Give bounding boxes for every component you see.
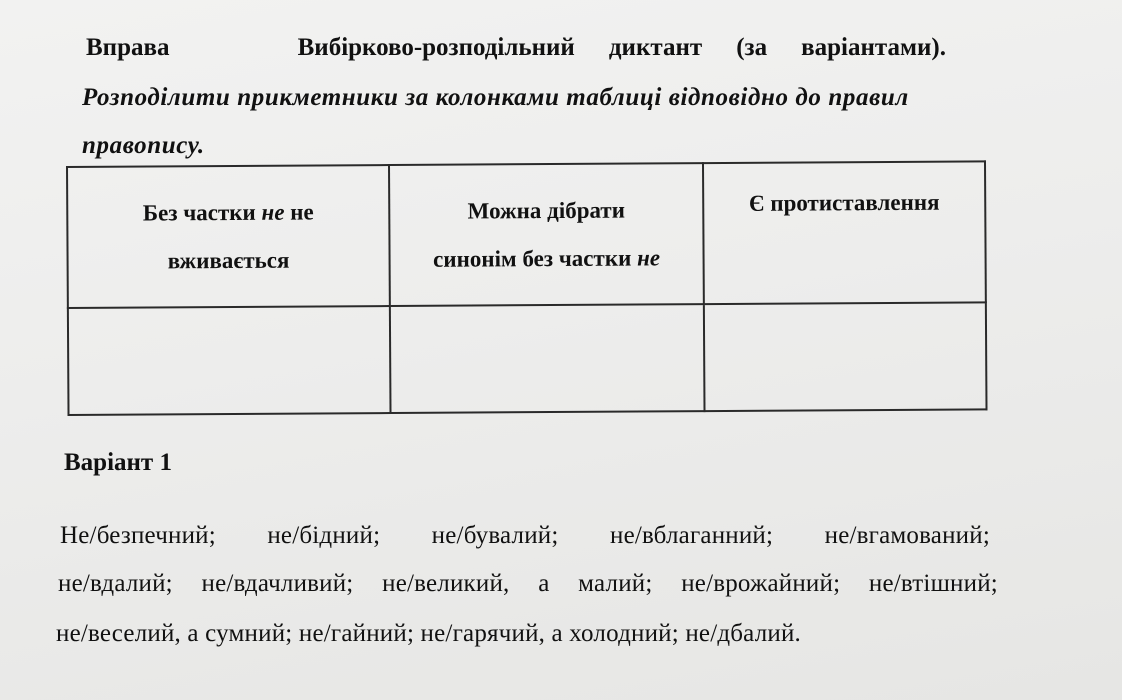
word-item: не/врожайний;	[681, 570, 841, 597]
word-item: Не/безпечний;	[60, 522, 216, 549]
header-cell-italic: не	[261, 199, 285, 225]
title-word-1: Вибірково-розподільний	[297, 34, 575, 61]
exercise-title-row	[86, 34, 946, 62]
word-item: не/бідний;	[267, 522, 381, 549]
variant-title: Варіант 1	[64, 449, 172, 476]
header-cell-text: синонім без частки	[433, 245, 638, 272]
table-answer-row	[68, 303, 987, 415]
task-instruction-line-2: правопису.	[82, 132, 205, 159]
word-item: не/великий,	[382, 570, 510, 597]
title-gap	[204, 34, 264, 62]
title-word-3: (за	[736, 34, 768, 61]
header-cell-italic: не	[636, 244, 661, 271]
word-item: а	[538, 570, 550, 597]
table-header-row	[67, 161, 986, 308]
word-list-line-2	[58, 570, 998, 598]
word-item: не/вгамований;	[824, 522, 990, 549]
title-word-2: диктант	[608, 34, 703, 61]
word-item: малий;	[578, 570, 653, 597]
header-cell-text: вживається	[167, 247, 290, 273]
task-instruction-line-1: Розподілити прикметники за колонками таблиці відповідно до правил	[82, 84, 909, 111]
word-list-line-3: не/веселий, а сумний; не/гайний; не/гарячий, а холодний; не/дбалий.	[56, 620, 801, 647]
word-item: не/бувалий;	[431, 522, 559, 549]
header-cell-text: Можна дібрати	[467, 197, 625, 224]
answer-cell-2[interactable]	[390, 304, 705, 413]
answer-table	[66, 160, 988, 416]
word-item: не/вдалий;	[58, 570, 173, 597]
title-word-4: варіантами).	[801, 34, 946, 61]
header-cell-no-particle	[67, 165, 390, 308]
answer-cell-3[interactable]	[704, 303, 987, 412]
header-cell-text: Є протиставлення	[748, 189, 940, 216]
word-list-line-1	[60, 522, 990, 550]
word-item: не/вблаганний;	[609, 522, 774, 549]
header-cell-synonym	[389, 163, 704, 306]
answer-cell-1[interactable]	[68, 306, 391, 415]
header-cell-contrast	[703, 161, 986, 304]
word-item: не/вдачливий;	[201, 570, 354, 597]
word-item: не/втішний;	[868, 570, 998, 597]
exercise-label: Вправа	[86, 34, 170, 61]
header-cell-text: Без частки	[142, 199, 262, 226]
header-cell-text: не	[284, 199, 314, 225]
